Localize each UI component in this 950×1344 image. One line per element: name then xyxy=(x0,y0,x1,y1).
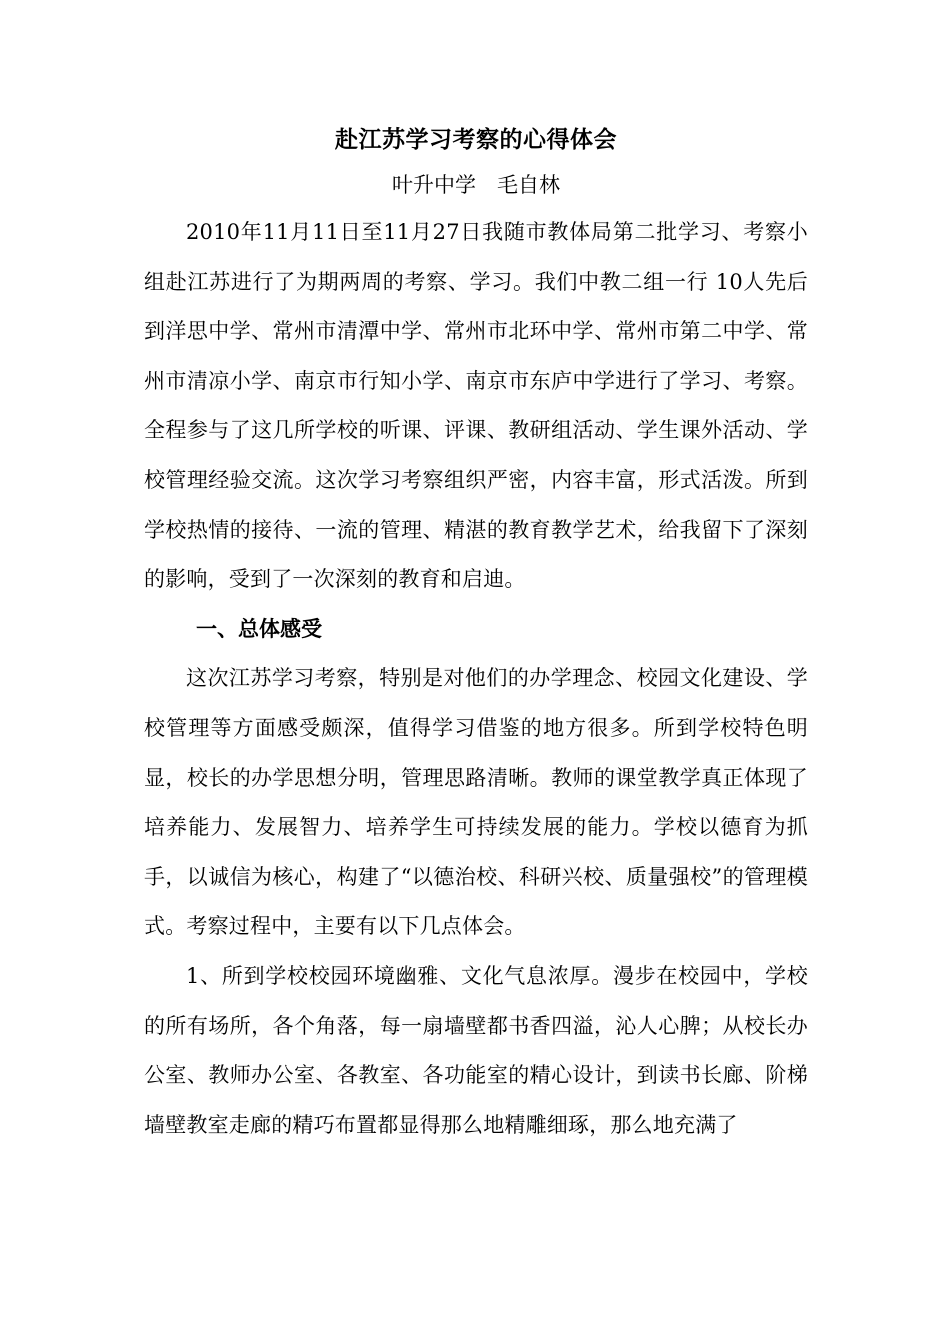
intro-paragraph: 2010年11月11日至11月27日我随市教体局第二批学习、考察小组赴江苏进行了为期两周的考察、学习。我们中教二组一行 10人先后到洋思中学、常州市清潭中学、常州市北环中学、常州市第二中学、常州市清凉小学、南京市行知小学、南京市东庐中学进行了学习、考察。全程参与了这几所学校的听课、评课、教研组活动、学生课外活动、学校管理经验交流。这次学习考察组织严密，内容丰富，形式活泼。所到学校热情的接待、一流的管理、精湛的教育教学艺术，给我留下了深刻的影响，受到了一次深刻的教育和启迪。 xyxy=(144,220,808,592)
section-paragraph-1: 这次江苏学习考察，特别是对他们的办学理念、校园文化建设、学校管理等方面感受颇深，值得学习借鉴的地方很多。所到学校特色明显，校长的办学思想分明，管理思路清晰。教师的课堂教学真正体现了培养能力、发展智力、培养学生可持续发展的能力。学校以德育为抓手，以诚信为核心，构建了“以德治校、科研兴校、质量强校”的管理模式。考察过程中，主要有以下几点体会。 xyxy=(144,666,808,939)
document-title: 赴江苏学习考察的心得体会 xyxy=(335,127,617,153)
document-body xyxy=(144,118,808,1150)
document-author: 叶升中学 毛自林 xyxy=(392,173,560,197)
section-paragraph-2: 1、所到学校校园环境幽雅、文化气息浓厚。漫步在校园中，学校的所有场所，各个角落，每一扇墙壁都书香四溢，沁人心脾；从校长办公室、教师办公室、各教室、各功能室的精心设计，到读书长廊、阶梯墙壁教室走廊的精巧布置都显得那么地精雕细琢，那么地充满了 xyxy=(144,963,808,1137)
section-heading: 一、总体感受 xyxy=(196,616,322,641)
